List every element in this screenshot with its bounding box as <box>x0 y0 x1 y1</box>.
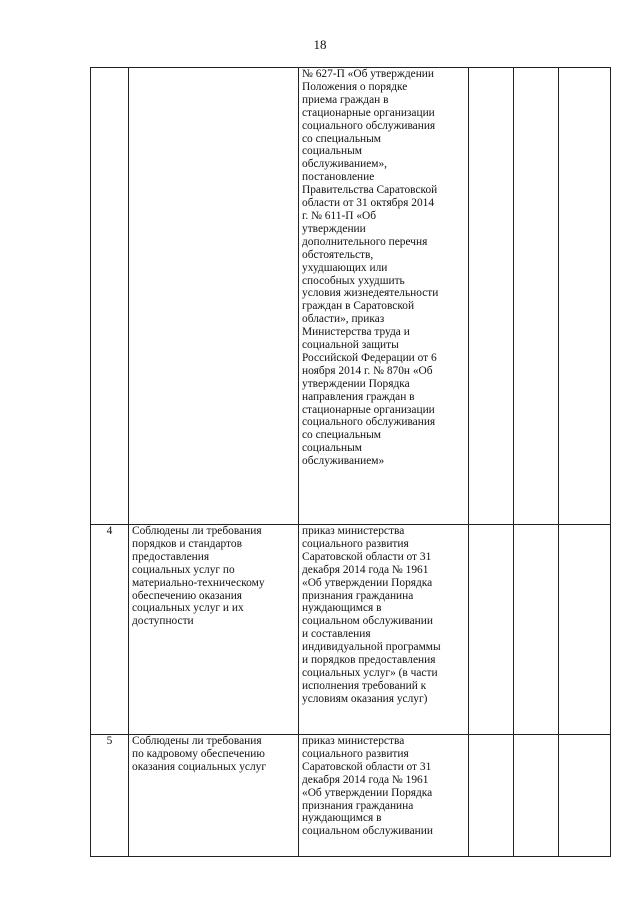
row-number <box>91 68 129 525</box>
text-line: условиям оказания услуг) <box>302 692 428 705</box>
legal-basis-cell <box>299 735 469 857</box>
text-line: социального развития <box>302 747 409 760</box>
text-line: дополнительного перечня <box>302 235 428 248</box>
text-line: Соблюдены ли требования <box>132 735 262 747</box>
text-line: социальном обслуживании <box>302 615 433 628</box>
text-line: декабря 2014 года № 1961 <box>302 563 429 576</box>
note-cell <box>559 68 611 525</box>
text-line: утверждении Порядка <box>302 377 410 390</box>
text-line: ухудшающих или <box>302 261 388 274</box>
text-line: со специальным <box>302 429 381 442</box>
text-line: социальном обслуживании <box>302 825 433 838</box>
text-line: со специальным <box>302 132 381 145</box>
text-line: Саратовской области от 31 <box>302 760 432 773</box>
text-line: приема граждан в <box>302 93 389 106</box>
text-line: области», приказ <box>302 313 385 326</box>
text-line: ноября 2014 г. № 870н «Об <box>302 364 433 377</box>
text-line: обслуживанием», <box>302 158 388 171</box>
checklist-table <box>90 67 611 857</box>
answer-no-cell <box>514 525 559 735</box>
text-line: Министерства труда и <box>302 326 410 339</box>
requirement-cell <box>129 735 299 857</box>
answer-no-cell <box>514 735 559 857</box>
text-line: социальной защиты <box>302 339 399 352</box>
text-line: «Об утверждении Порядка <box>302 576 433 589</box>
text-line: порядков и стандартов <box>132 537 242 550</box>
text-line: условия жизнедеятельности <box>302 287 439 300</box>
text-line: способных ухудшить <box>302 274 405 287</box>
text-line: оказания социальных услуг <box>132 760 267 773</box>
text-line: социальным <box>302 442 362 455</box>
text-line: социальных услуг» (в части <box>302 666 438 679</box>
text-line: «Об утверждении Порядка <box>302 786 433 799</box>
answer-yes-cell <box>469 525 514 735</box>
text-line: приказ министерства <box>302 735 405 747</box>
text-line: предоставления <box>132 550 210 563</box>
text-line: доступности <box>132 615 194 628</box>
table-row <box>91 735 611 857</box>
text-line: Соблюдены ли требования <box>132 525 262 537</box>
answer-yes-cell <box>469 68 514 525</box>
text-line: нуждающимся в <box>302 602 382 615</box>
text-line: стационарные организации <box>302 403 435 416</box>
text-line: стационарные организации <box>302 106 435 119</box>
note-cell <box>559 735 611 857</box>
text-line: Российской Федерации от 6 <box>302 351 437 364</box>
table-row <box>91 525 611 735</box>
text-line: направления граждан в <box>302 390 415 403</box>
text-line: области от 31 октября 2014 <box>302 197 435 210</box>
note-cell <box>559 525 611 735</box>
page-number: 18 <box>313 37 327 52</box>
row-number: 5 <box>91 735 129 857</box>
text-line: социального развития <box>302 537 409 550</box>
table-row <box>91 68 611 525</box>
text-line: по кадровому обеспечению <box>132 747 265 760</box>
text-line: признания гражданина <box>302 589 414 602</box>
text-line: граждан в Саратовской <box>302 300 415 313</box>
text-line: индивидуальной программы <box>302 641 441 654</box>
text-line: обеспечению оказания <box>132 589 243 602</box>
text-line: признания гражданина <box>302 799 414 812</box>
text-line: г. № 611-П «Об <box>302 209 377 222</box>
text-line: социальным <box>302 145 362 158</box>
text-line: исполнения требований к <box>302 679 427 692</box>
text-line: социального обслуживания <box>302 416 436 429</box>
text-line: и составления <box>302 628 371 641</box>
text-line: Правительства Саратовской <box>302 184 438 197</box>
requirement-text <box>132 525 295 628</box>
text-line: нуждающимся в <box>302 812 382 825</box>
text-line: социальных услуг и их <box>132 602 244 615</box>
requirement-cell <box>129 68 299 525</box>
text-line: декабря 2014 года № 1961 <box>302 773 429 786</box>
answer-no-cell <box>514 68 559 525</box>
row-number: 4 <box>91 525 129 735</box>
text-line: № 627-П «Об утверждении <box>302 68 434 80</box>
text-line: обслуживанием» <box>302 455 385 468</box>
requirement-text <box>132 735 295 774</box>
text-line: социальных услуг по <box>132 563 235 576</box>
text-line: утверждении <box>302 222 366 235</box>
answer-yes-cell <box>469 735 514 857</box>
legal-basis-cell <box>299 525 469 735</box>
text-line: Саратовской области от 31 <box>302 550 432 563</box>
text-line: обстоятельств, <box>302 248 374 261</box>
text-line: и порядков предоставления <box>302 654 436 667</box>
text-line: материально-техническому <box>132 576 265 589</box>
requirement-cell <box>129 525 299 735</box>
legal-basis-text <box>302 525 465 706</box>
legal-basis-text <box>302 735 465 838</box>
legal-basis-text <box>302 68 465 468</box>
text-line: социального обслуживания <box>302 119 436 132</box>
legal-basis-cell <box>299 68 469 525</box>
text-line: постановление <box>302 171 375 184</box>
text-line: Положения о порядке <box>302 80 408 93</box>
text-line: приказ министерства <box>302 525 405 537</box>
